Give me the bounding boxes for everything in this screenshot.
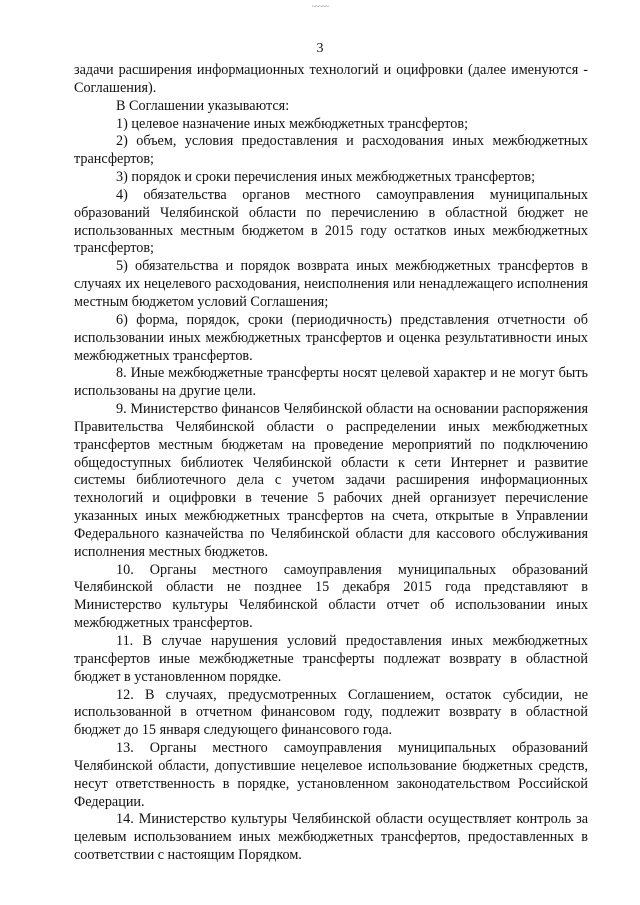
paragraph-11: 11. В случае нарушения условий предоставления иных межбюджетных трансфертов иные межбюджетные трансферты подлежат возврату в областной бюджет в установленном порядке.: [74, 633, 588, 685]
list-item-1: 1) целевое назначение иных межбюджетных трансфертов;: [116, 115, 469, 132]
list-item-3: 3) порядок и сроки перечисления иных межбюджетных трансфертов;: [116, 169, 536, 186]
paragraph-13: 13. Органы местного самоуправления муниципальных образований Челябинской области, допустившие нецелевое использование бюджетных средств, несут ответственность в порядке, установленном законодательством Российской Федерации.: [74, 740, 588, 810]
paragraph-14: 14. Министерство культуры Челябинской области осуществляет контроль за целевым использованием иных межбюджетных трансфертов, предоставленных в соответствии с настоящим Порядком.: [74, 811, 588, 864]
paragraph-12: 12. В случаях, предусмотренных Соглашением, остаток субсидии, не использованной в отчетном финансовом году, подлежит возврату в областной бюджет до 15 января следующего финансового года.: [74, 686, 588, 739]
list-item-6: 6) форма, порядок, сроки (периодичность) представления отчетности об использовании иных межбюджетных трансфертов и оценка результативности иных межбюджетных трансфертов.: [74, 311, 588, 364]
list-item-5: 5) обязательства и порядок возврата иных межбюджетных трансфертов в случаях их нецелевого расходования, неисполнения или ненадлежащего исполнения местным бюджетом условий Соглашения;: [74, 258, 588, 310]
paragraph-8: 8. Иные межбюджетные трансферты носят целевой характер и не могут быть использованы на другие цели.: [74, 365, 588, 400]
list-item-2: 2) объем, условия предоставления и расходования иных межбюджетных трансфертов;: [74, 133, 588, 168]
paragraph-9: 9. Министерство финансов Челябинской области на основании распоряжения Правительства Челябинской области о распределении иных межбюджетных трансфертов местным бюджетам на проведение мероприятий по подключению общедоступных библиотек Челябинской области к сети Интернет и развитие системы библиотечного дела с учетом задачи расширения информационных технологий и оцифровки в течение 5 рабочих дней организует перечисление указанных иных межбюджетных трансфертов на счета, открытые в Управлении Федерального казначейства по Челябинской области для кассового обслуживания исполнения местных бюджетов.: [74, 401, 588, 560]
document-body: [74, 62, 588, 865]
paragraph-agreement-intro: В Соглашении указываются:: [116, 97, 290, 114]
paragraph-10: 10. Органы местного самоуправления муниципальных образований Челябинской области не позднее 15 декабря 2015 года представляют в Министерство культуры Челябинской области отчет об использовании иных межбюджетных трансфертов.: [74, 561, 588, 632]
list-item-4: 4) обязательства органов местного самоуправления муниципальных образований Челябинской области по перечислению в областной бюджет не использованных местным бюджетом в 2015 году остатков иных межбюджетных трансфертов;: [74, 186, 588, 257]
paragraph-continuation: задачи расширения информационных технологий и оцифровки (далее именуются - Соглашения).: [74, 62, 588, 96]
scan-artifact-mark: ~~~~~: [311, 4, 329, 10]
page-number: 3: [316, 41, 324, 56]
